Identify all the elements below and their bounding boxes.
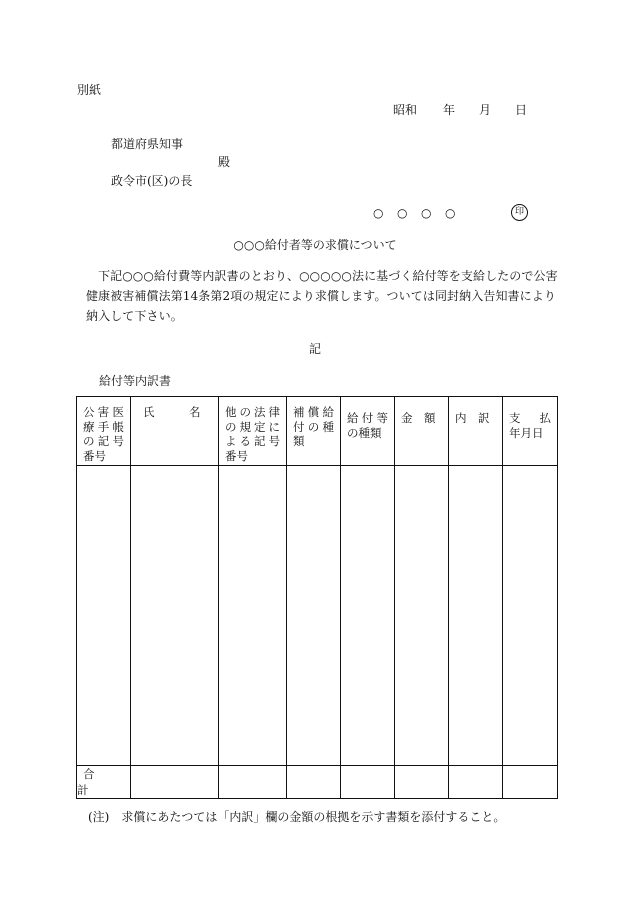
annex-label: 別紙 [77, 83, 102, 97]
seal-mark: 印 [511, 204, 528, 221]
ki-heading: 記 [308, 342, 321, 356]
table-cell[interactable] [287, 466, 341, 766]
col-header-breakdown: 内 訳 [449, 397, 503, 466]
breakdown-title: 給付等内訳書 [99, 374, 172, 388]
addressee-city-head: 政令市(区)の長 [111, 174, 193, 188]
sender-circle: ○ [373, 206, 384, 220]
sender-name-placeholder [373, 205, 469, 221]
total-row [77, 766, 558, 799]
date-year: 年 [443, 103, 456, 117]
col-header-amount: 金 額 [395, 397, 449, 466]
total-label: 合計 [77, 766, 131, 799]
col-header-payment-date: 支 払年月日 [503, 397, 558, 466]
table-cell[interactable] [219, 466, 287, 766]
table-cell[interactable] [449, 466, 503, 766]
addressee-honorific: 殿 [218, 155, 231, 169]
body-paragraph: 下記○○○給付費等内訳書のとおり、○○○○○法に基づく給付等を支給したので公害健康被害補償法第14条第2項の規定により求償します。ついては同封納入告知書により納入して下さい。 [86, 269, 558, 323]
sender-circle: ○ [397, 206, 408, 220]
table-cell[interactable] [77, 466, 131, 766]
table-cell[interactable] [449, 766, 503, 799]
table-cell[interactable] [219, 766, 287, 799]
col-header-other-law-number: 他の法律の規定による記号番号 [219, 397, 287, 466]
date-day: 日 [515, 103, 528, 117]
table-cell[interactable] [395, 466, 449, 766]
col-header-benefit-type: 給付等の種類 [341, 397, 395, 466]
addressee-governor: 都道府県知事 [111, 137, 184, 151]
table-cell[interactable] [503, 766, 558, 799]
table-cell[interactable] [131, 766, 219, 799]
breakdown-table [76, 396, 558, 799]
sender-circle: ○ [445, 206, 456, 220]
table-cell[interactable] [341, 466, 395, 766]
footnote: (注) 求償にあたつては「内訳」欄の金額の根拠を示す書類を添付すること。 [88, 810, 506, 824]
date-line [393, 102, 527, 118]
col-header-handbook-number: 公害医療手帳の記号番号 [77, 397, 131, 466]
document-title: ○○○給付者等の求償について [233, 238, 397, 252]
date-era: 昭和 [393, 103, 418, 117]
col-header-name: 氏 名 [131, 397, 219, 466]
col-header-compensation-type: 補償給付の種類 [287, 397, 341, 466]
table-cell[interactable] [341, 766, 395, 799]
table-cell[interactable] [131, 466, 219, 766]
table-cell[interactable] [287, 766, 341, 799]
sender-circle: ○ [421, 206, 432, 220]
date-month: 月 [479, 103, 492, 117]
table-row [77, 466, 558, 766]
table-cell[interactable] [503, 466, 558, 766]
table-header-row [77, 397, 558, 466]
table-cell[interactable] [395, 766, 449, 799]
